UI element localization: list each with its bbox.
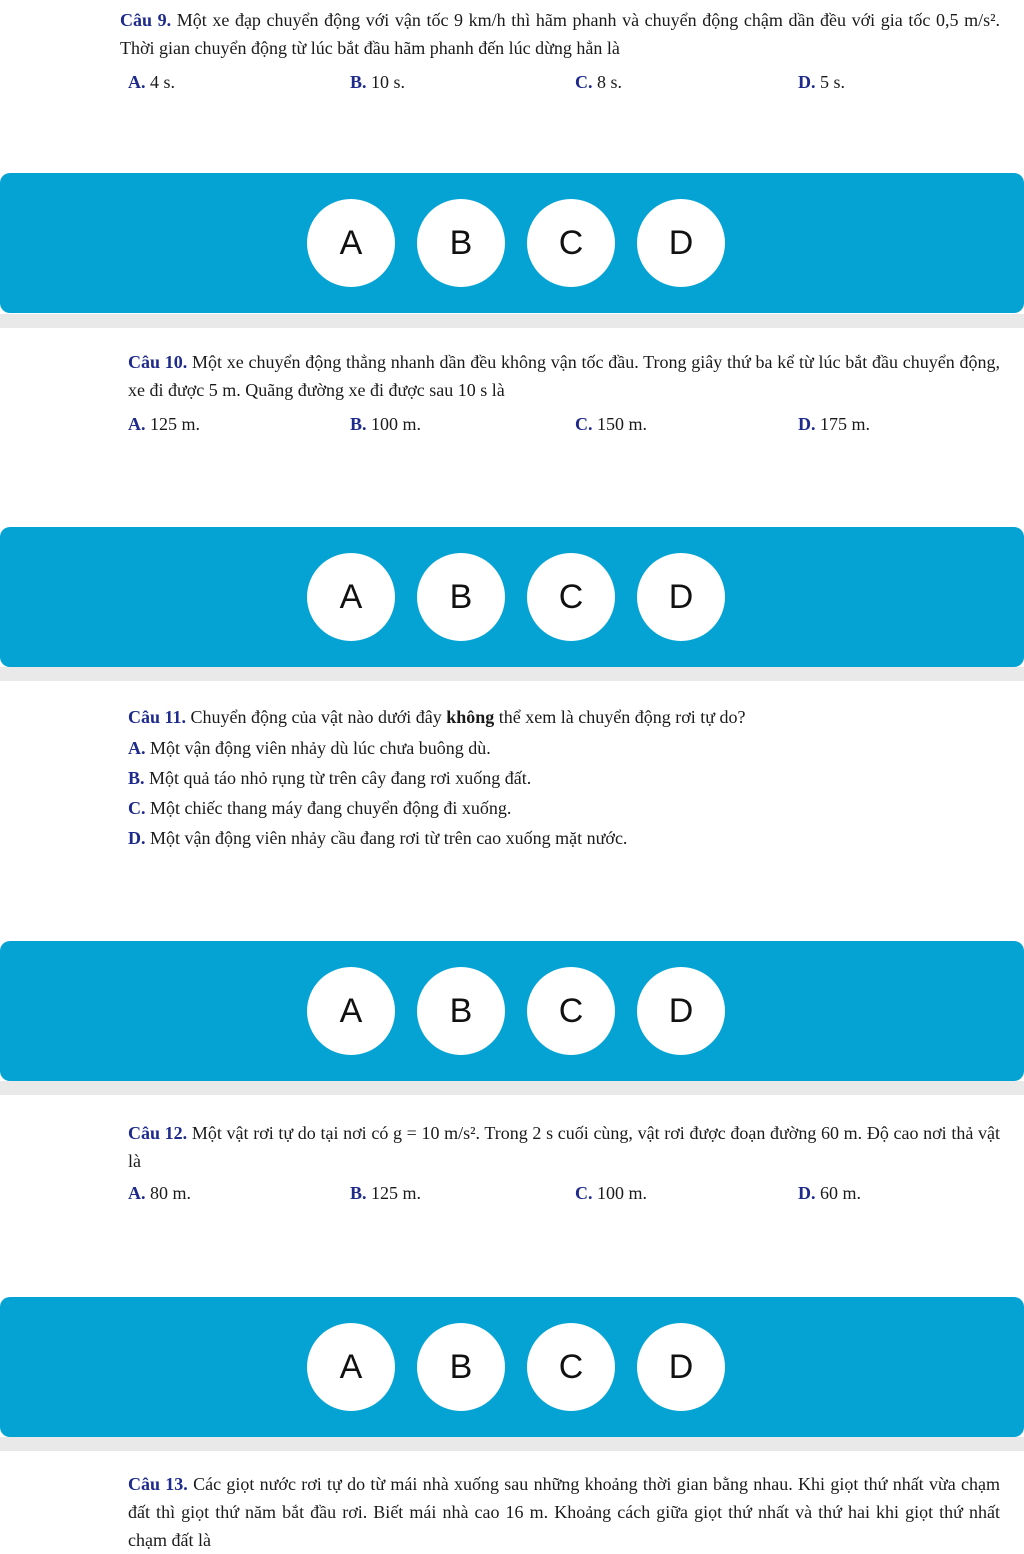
question-text: Một vật rơi tự do tại nơi có g = 10 m/s². Trong 2 s cuối cùng, vật rơi được đoạn đường 60 m. Độ cao nơi thả vật là bbox=[128, 1123, 1000, 1171]
divider bbox=[0, 1081, 1024, 1095]
option-letter: C. bbox=[128, 798, 146, 818]
option-b bbox=[350, 68, 405, 96]
option-letter: B. bbox=[350, 1183, 367, 1203]
question-10-stem bbox=[128, 348, 1000, 404]
answer-button-a[interactable]: A bbox=[307, 967, 395, 1055]
answer-button-b[interactable]: B bbox=[417, 1323, 505, 1411]
option-text: Một vận động viên nhảy dù lúc chưa buông dù. bbox=[145, 738, 491, 758]
divider bbox=[0, 314, 1024, 328]
option-d bbox=[798, 1179, 861, 1207]
option-letter: C. bbox=[575, 414, 593, 434]
option-a bbox=[128, 734, 491, 762]
option-d bbox=[798, 410, 870, 438]
answer-bar-9 bbox=[0, 173, 1024, 313]
answer-bar-10 bbox=[0, 527, 1024, 667]
option-letter: B. bbox=[128, 768, 145, 788]
option-letter: D. bbox=[128, 828, 146, 848]
option-d bbox=[798, 68, 845, 96]
answer-bar-12 bbox=[0, 1297, 1024, 1437]
divider bbox=[0, 1437, 1024, 1451]
question-text-before: Chuyển động của vật nào dưới đây bbox=[186, 707, 447, 727]
answer-bar-11 bbox=[0, 941, 1024, 1081]
option-text: 4 s. bbox=[145, 72, 176, 92]
option-text: Một quả táo nhỏ rụng từ trên cây đang rơi xuống đất. bbox=[144, 768, 532, 788]
option-c bbox=[575, 1179, 647, 1207]
question-text-after: thể xem là chuyển động rơi tự do? bbox=[494, 707, 746, 727]
question-text: Một xe đạp chuyển động với vận tốc 9 km/h thì hãm phanh và chuyển động chậm dần đều với gia tốc 0,5 m/s². Thời gian chuyển động từ lúc bắt đầu hãm phanh đến lúc dừng hẳn là bbox=[120, 10, 1000, 58]
option-letter: A. bbox=[128, 738, 146, 758]
option-d bbox=[128, 824, 627, 852]
divider bbox=[0, 667, 1024, 681]
option-b bbox=[350, 1179, 421, 1207]
option-letter: D. bbox=[798, 72, 816, 92]
option-letter: A. bbox=[128, 414, 146, 434]
question-text: Các giọt nước rơi tự do từ mái nhà xuống sau những khoảng thời gian bằng nhau. Khi giọt thứ nhất vừa chạm đất thì giọt thứ năm bắt đầu rơi. Biết mái nhà cao 16 m. Khoảng cách giữa giọt thứ nhất và thứ hai khi giọt thứ nhất chạm đất là bbox=[128, 1474, 1000, 1550]
option-text: 10 s. bbox=[366, 72, 406, 92]
option-a bbox=[128, 1179, 191, 1207]
option-c bbox=[575, 68, 622, 96]
question-number: Câu 13. bbox=[128, 1474, 188, 1494]
option-letter: A. bbox=[128, 1183, 146, 1203]
question-9-stem bbox=[120, 6, 1000, 62]
option-b bbox=[128, 764, 531, 792]
question-12-stem bbox=[128, 1119, 1000, 1175]
answer-button-b[interactable]: B bbox=[417, 553, 505, 641]
option-text: 100 m. bbox=[592, 1183, 648, 1203]
answer-button-d[interactable]: D bbox=[637, 1323, 725, 1411]
question-11-stem bbox=[128, 703, 1000, 731]
option-text: 175 m. bbox=[815, 414, 871, 434]
question-number: Câu 10. bbox=[128, 352, 188, 372]
option-text: 100 m. bbox=[366, 414, 422, 434]
option-a bbox=[128, 410, 200, 438]
answer-button-a[interactable]: A bbox=[307, 1323, 395, 1411]
option-a bbox=[128, 68, 175, 96]
option-letter: D. bbox=[798, 414, 816, 434]
option-text: 125 m. bbox=[145, 414, 201, 434]
option-text: 150 m. bbox=[592, 414, 648, 434]
answer-button-c[interactable]: C bbox=[527, 967, 615, 1055]
answer-button-d[interactable]: D bbox=[637, 553, 725, 641]
question-number: Câu 11. bbox=[128, 707, 187, 727]
question-number: Câu 12. bbox=[128, 1123, 188, 1143]
answer-button-c[interactable]: C bbox=[527, 199, 615, 287]
option-text: 8 s. bbox=[592, 72, 623, 92]
answer-button-c[interactable]: C bbox=[527, 553, 615, 641]
option-c bbox=[575, 410, 647, 438]
answer-button-b[interactable]: B bbox=[417, 199, 505, 287]
question-number: Câu 9. bbox=[120, 10, 172, 30]
answer-button-b[interactable]: B bbox=[417, 967, 505, 1055]
option-c bbox=[128, 794, 511, 822]
option-b bbox=[350, 410, 421, 438]
option-text: 5 s. bbox=[815, 72, 846, 92]
option-text: 60 m. bbox=[815, 1183, 862, 1203]
option-text: 125 m. bbox=[366, 1183, 422, 1203]
option-letter: B. bbox=[350, 414, 367, 434]
question-text: Một xe chuyển động thẳng nhanh dần đều không vận tốc đầu. Trong giây thứ ba kể từ lúc bắt đầu chuyển động, xe đi được 5 m. Quãng đường xe đi được sau 10 s là bbox=[128, 352, 1000, 400]
option-letter: D. bbox=[798, 1183, 816, 1203]
answer-button-d[interactable]: D bbox=[637, 199, 725, 287]
option-text: Một chiếc thang máy đang chuyển động đi xuống. bbox=[145, 798, 512, 818]
option-letter: A. bbox=[128, 72, 146, 92]
option-letter: C. bbox=[575, 72, 593, 92]
answer-button-a[interactable]: A bbox=[307, 199, 395, 287]
answer-button-c[interactable]: C bbox=[527, 1323, 615, 1411]
answer-button-a[interactable]: A bbox=[307, 553, 395, 641]
option-text: 80 m. bbox=[145, 1183, 192, 1203]
option-letter: B. bbox=[350, 72, 367, 92]
option-text: Một vận động viên nhảy cầu đang rơi từ trên cao xuống mặt nước. bbox=[145, 828, 628, 848]
option-letter: C. bbox=[575, 1183, 593, 1203]
question-13-stem bbox=[128, 1470, 1000, 1554]
question-text-emphasis: không bbox=[446, 707, 495, 727]
answer-button-d[interactable]: D bbox=[637, 967, 725, 1055]
